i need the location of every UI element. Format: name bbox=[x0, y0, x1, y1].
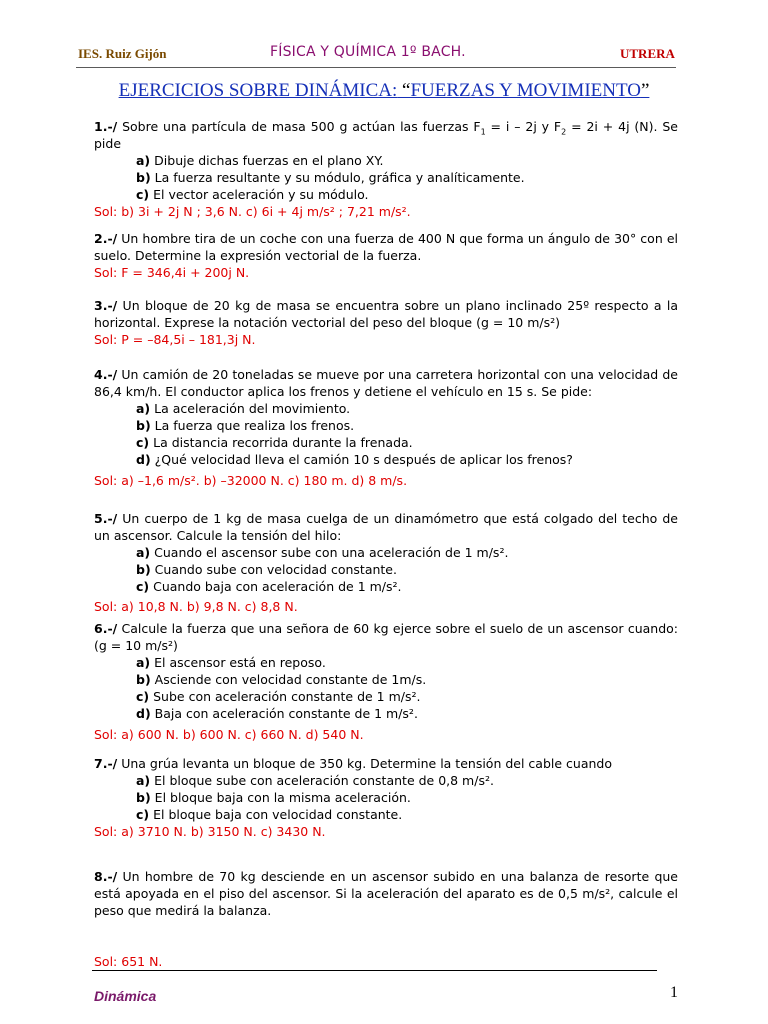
exercise-5-items bbox=[136, 544, 678, 595]
exercise-number: 1.-/ bbox=[94, 119, 118, 134]
item-label: b) bbox=[136, 790, 151, 805]
list-item bbox=[136, 544, 678, 561]
item-text: La fuerza resultante y su módulo, gráfica y analíticamente. bbox=[154, 170, 525, 185]
item-text: La aceleración del movimiento. bbox=[154, 401, 351, 416]
title-close-quote: ” bbox=[640, 80, 650, 101]
exercise-8 bbox=[94, 868, 678, 919]
page-number: 1 bbox=[670, 984, 678, 1001]
item-label: c) bbox=[136, 187, 150, 202]
item-label: c) bbox=[136, 807, 150, 822]
subscript: 2 bbox=[561, 127, 567, 137]
list-item bbox=[136, 152, 678, 169]
item-text: ¿Qué velocidad lleva el camión 10 s después de aplicar los frenos? bbox=[154, 452, 573, 467]
exercise-7-items bbox=[136, 772, 678, 823]
item-label: b) bbox=[136, 418, 151, 433]
list-item bbox=[136, 169, 678, 186]
exercise-text: Un cuerpo de 1 kg de masa cuelga de un dinamómetro que está colgado del techo de un ascensor. Calcule la tensión del hilo: bbox=[94, 511, 678, 543]
title-main: EJERCICIOS SOBRE DINÁMICA: bbox=[118, 80, 398, 101]
list-item bbox=[136, 561, 678, 578]
subscript: 1 bbox=[480, 127, 486, 137]
item-label: a) bbox=[136, 545, 151, 560]
list-item bbox=[136, 186, 678, 203]
page-title bbox=[0, 80, 768, 102]
item-label: c) bbox=[136, 579, 150, 594]
item-label: d) bbox=[136, 706, 151, 721]
item-text: La distancia recorrida durante la frenada. bbox=[153, 435, 413, 450]
item-label: a) bbox=[136, 153, 151, 168]
exercise-6-statement bbox=[94, 620, 678, 654]
item-text: El bloque baja con la misma aceleración. bbox=[154, 790, 411, 805]
list-item bbox=[136, 671, 678, 688]
exercise-1-items bbox=[136, 152, 678, 203]
exercise-3 bbox=[94, 297, 678, 348]
list-item bbox=[136, 789, 678, 806]
exercise-4 bbox=[94, 366, 678, 489]
solution: Sol: b) 3i + 2j N ; 3,6 N. c) 6i + 4j m/s² ; 7,21 m/s². bbox=[94, 204, 411, 219]
item-label: c) bbox=[136, 435, 150, 450]
list-item bbox=[136, 451, 678, 468]
item-text: El bloque baja con velocidad constante. bbox=[153, 807, 403, 822]
item-label: b) bbox=[136, 672, 151, 687]
exercise-6 bbox=[94, 620, 678, 743]
item-label: d) bbox=[136, 452, 151, 467]
exercise-text: = 2i + 4j (N). Se pide bbox=[94, 119, 678, 151]
item-text: Cuando el ascensor sube con una aceleración de 1 m/s². bbox=[154, 545, 509, 560]
exercise-1 bbox=[94, 118, 678, 220]
exercise-text: = i – 2j y F bbox=[485, 119, 562, 134]
exercise-1-statement bbox=[94, 118, 678, 152]
solution: Sol: P = –84,5i – 181,3j N. bbox=[94, 332, 256, 347]
list-item bbox=[136, 772, 678, 789]
list-item bbox=[136, 434, 678, 451]
exercise-number: 4.-/ bbox=[94, 367, 118, 382]
item-text: El ascensor está en reposo. bbox=[154, 655, 326, 670]
solution: Sol: F = 346,4i + 200j N. bbox=[94, 265, 250, 280]
exercise-text: Un bloque de 20 kg de masa se encuentra sobre un plano inclinado 25º respecto a la horizontal. Exprese la notación vectorial del peso del bloque (g = 10 m/s²) bbox=[94, 298, 678, 330]
exercise-number: 7.-/ bbox=[94, 756, 118, 771]
item-label: b) bbox=[136, 562, 151, 577]
footer-divider bbox=[92, 970, 657, 971]
solution: Sol: 651 N. bbox=[94, 954, 163, 969]
item-text: Dibuje dichas fuerzas en el plano XY. bbox=[154, 153, 384, 168]
exercise-text: Una grúa levanta un bloque de 350 kg. Determine la tensión del cable cuando bbox=[121, 756, 612, 771]
header-divider bbox=[76, 67, 676, 68]
exercise-text: Sobre una partícula de masa 500 g actúan las fuerzas F bbox=[122, 119, 481, 134]
footer-topic: Dinámica bbox=[94, 988, 157, 1004]
solution: Sol: a) 10,8 N. b) 9,8 N. c) 8,8 N. bbox=[94, 599, 298, 614]
item-text: Sube con aceleración constante de 1 m/s². bbox=[153, 689, 421, 704]
header-school: IES. Ruiz Gijón bbox=[78, 46, 167, 61]
list-item bbox=[136, 400, 678, 417]
exercise-2-statement bbox=[94, 230, 678, 264]
exercise-text: Un camión de 20 toneladas se mueve por una carretera horizontal con una velocidad de 86,4 km/h. El conductor aplica los frenos y detiene el vehículo en 15 s. Se pide: bbox=[94, 367, 678, 399]
exercise-7-statement bbox=[94, 755, 678, 772]
exercise-text: Un hombre de 70 kg desciende en un ascensor subido en una balanza de resorte que está apoyada en el piso del ascensor. Si la aceleración del aparato es de 0,5 m/s², calcule el peso que medirá la balanza. bbox=[94, 869, 678, 918]
exercise-3-statement bbox=[94, 297, 678, 331]
list-item bbox=[136, 654, 678, 671]
exercise-5 bbox=[94, 510, 678, 615]
item-text: La fuerza que realiza los frenos. bbox=[154, 418, 355, 433]
exercise-number: 6.-/ bbox=[94, 621, 118, 636]
item-text: Asciende con velocidad constante de 1m/s. bbox=[154, 672, 427, 687]
exercise-number: 5.-/ bbox=[94, 511, 118, 526]
item-text: Cuando sube con velocidad constante. bbox=[154, 562, 397, 577]
list-item bbox=[136, 688, 678, 705]
solution: Sol: a) –1,6 m/s². b) –32000 N. c) 180 m. d) 8 m/s. bbox=[94, 473, 408, 488]
solution: Sol: a) 3710 N. b) 3150 N. c) 3430 N. bbox=[94, 824, 326, 839]
list-item bbox=[136, 806, 678, 823]
item-label: b) bbox=[136, 170, 151, 185]
title-open-quote: “ bbox=[397, 80, 411, 101]
exercise-4-statement bbox=[94, 366, 678, 400]
item-label: c) bbox=[136, 689, 150, 704]
title-sub: FUERZAS Y MOVIMIENTO bbox=[410, 80, 641, 101]
item-label: a) bbox=[136, 773, 151, 788]
item-text: Baja con aceleración constante de 1 m/s². bbox=[154, 706, 418, 721]
exercise-7 bbox=[94, 755, 678, 840]
item-text: El bloque sube con aceleración constante de 0,8 m/s². bbox=[154, 773, 494, 788]
exercise-4-items bbox=[136, 400, 678, 468]
item-text: Cuando baja con aceleración de 1 m/s². bbox=[153, 579, 402, 594]
exercise-text: Calcule la fuerza que una señora de 60 kg ejerce sobre el suelo de un ascensor cuando: (g = 10 m/s²) bbox=[94, 621, 678, 653]
list-item bbox=[136, 417, 678, 434]
exercise-5-statement bbox=[94, 510, 678, 544]
item-text: El vector aceleración y su módulo. bbox=[153, 187, 369, 202]
item-label: a) bbox=[136, 655, 151, 670]
header-town: UTRERA bbox=[620, 46, 675, 61]
exercise-number: 3.-/ bbox=[94, 298, 118, 313]
exercise-text: Un hombre tira de un coche con una fuerza de 400 N que forma un ángulo de 30° con el suelo. Determine la expresión vectorial de la fuerza. bbox=[94, 231, 678, 263]
exercise-2 bbox=[94, 230, 678, 281]
exercise-8-statement bbox=[94, 868, 678, 919]
item-label: a) bbox=[136, 401, 151, 416]
list-item bbox=[136, 578, 678, 595]
header-subject: FÍSICA Y QUÍMICA 1º BACH. bbox=[270, 44, 466, 60]
exercise-number: 2.-/ bbox=[94, 231, 118, 246]
solution: Sol: a) 600 N. b) 600 N. c) 660 N. d) 540 N. bbox=[94, 727, 364, 742]
exercise-6-items bbox=[136, 654, 678, 722]
exercise-number: 8.-/ bbox=[94, 869, 118, 884]
list-item bbox=[136, 705, 678, 722]
